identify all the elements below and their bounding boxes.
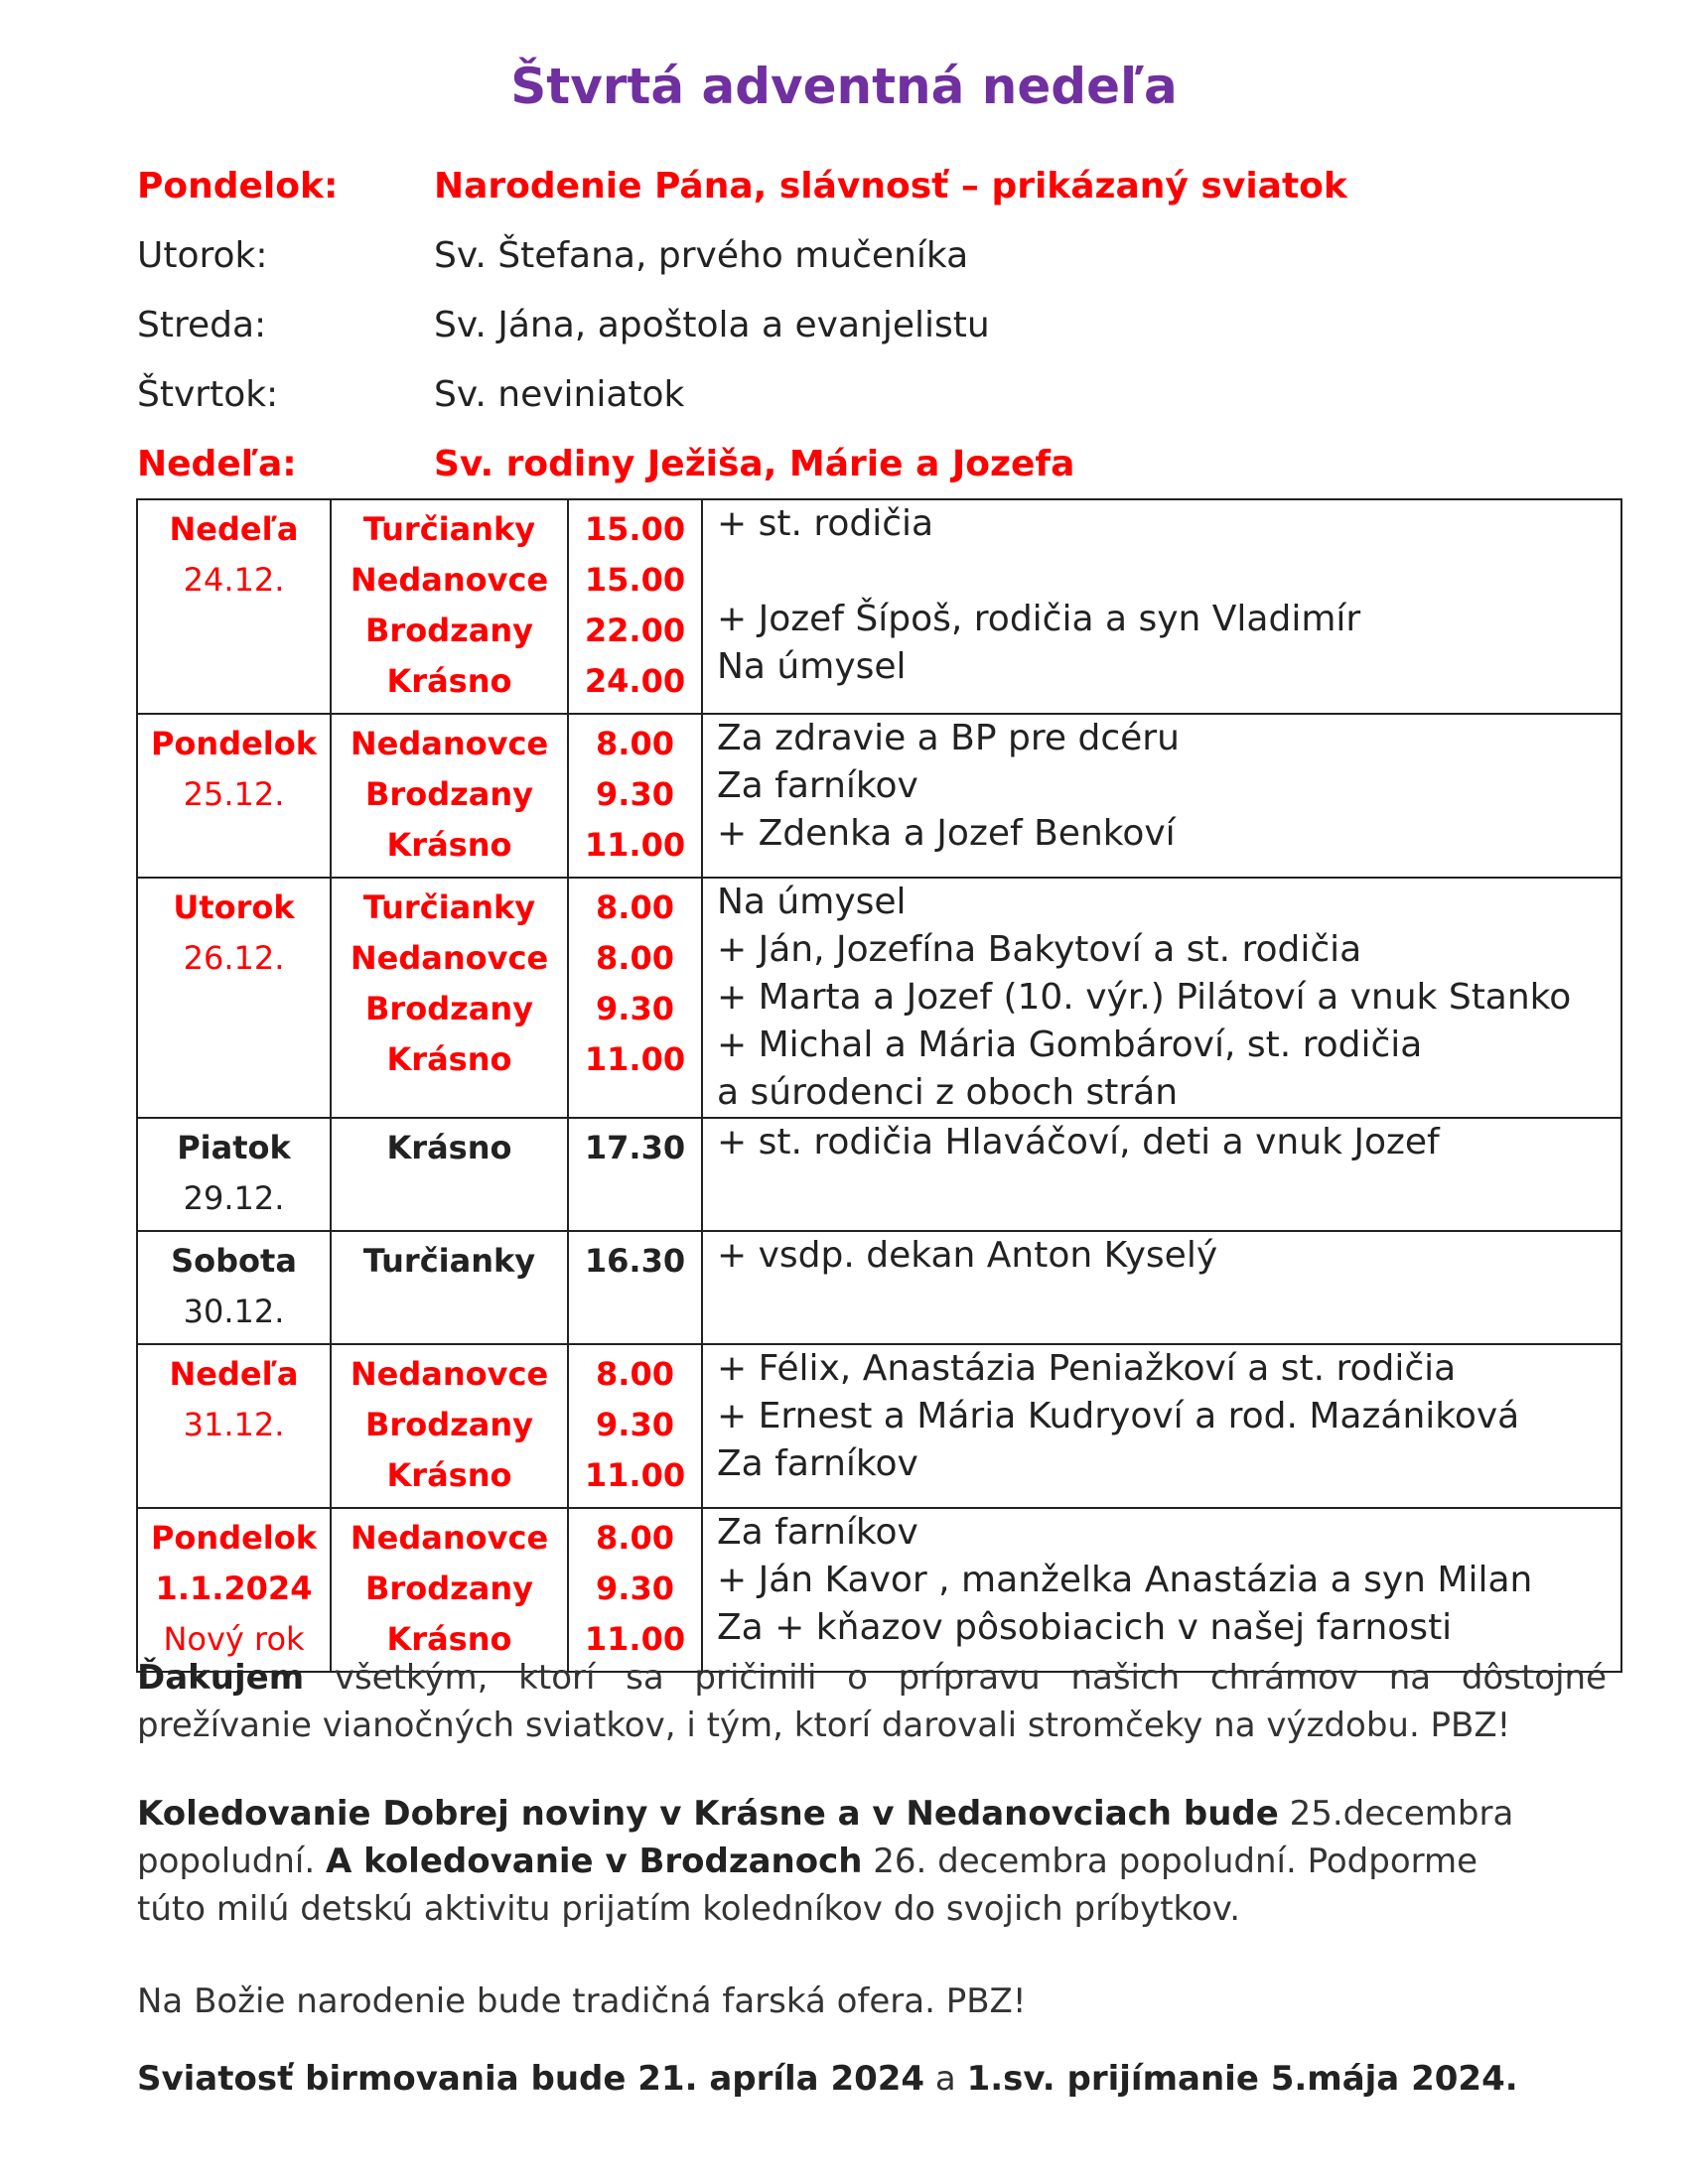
- schedule-day-cell: [137, 1231, 331, 1344]
- schedule-intention-cell: [702, 1231, 1621, 1344]
- schedule-day-cell: [137, 1118, 331, 1231]
- schedule-day-cell: [137, 1344, 331, 1508]
- schedule-intention: Za farníkov: [717, 1512, 918, 1553]
- schedule-intention-cell: [702, 1344, 1621, 1508]
- carol-text3: 26. decembra popoludní. Podporme: [873, 1842, 1478, 1881]
- thanks-paragraph-line2: [137, 1702, 1607, 1749]
- schedule-place: Nedanovce: [350, 725, 549, 762]
- confirmation-bold1: Sviatosť birmovania bude 21. apríla 2024: [137, 2059, 925, 2099]
- schedule-intention: Na úmysel: [717, 646, 907, 687]
- schedule-intention-cell: [702, 878, 1621, 1118]
- offering-paragraph: [137, 1978, 1607, 2025]
- weekday-name: Streda:: [137, 304, 267, 345]
- schedule-intention: + Ernest a Mária Kudryoví a rod. Mazániková: [717, 1396, 1520, 1436]
- schedule-time-cell: [568, 878, 702, 1118]
- schedule-time-cell: [568, 714, 702, 878]
- schedule-intention: Za + kňazov pôsobiacich v našej farnosti: [717, 1607, 1453, 1648]
- schedule-intention: + Michal a Mária Gombároví, st. rodičia: [717, 1024, 1423, 1065]
- schedule-place: Turčianky: [362, 510, 536, 548]
- schedule-place: Brodzany: [365, 612, 533, 649]
- weekday-feast: Sv. Štefana, prvého mučeníka: [434, 234, 969, 276]
- schedule-place: Nedanovce: [350, 1519, 549, 1557]
- schedule-time: 11.00: [584, 1620, 686, 1658]
- weekday-row: [137, 359, 1607, 429]
- carol-paragraph: [137, 1790, 1607, 1933]
- schedule-time-cell: [568, 499, 702, 714]
- schedule-time: 22.00: [584, 612, 686, 649]
- confirmation-bold2: 1.sv. prijímanie 5.mája 2024.: [966, 2059, 1518, 2099]
- schedule-time: 8.00: [596, 1355, 674, 1393]
- schedule-day-cell: [137, 1508, 331, 1672]
- mass-schedule-table: [136, 498, 1622, 1673]
- schedule-place-cell: [331, 878, 568, 1118]
- carol-text4: túto milú detskú aktivitu prijatím koledníkov do svojich príbytkov.: [137, 1889, 1241, 1929]
- weekday-feasts: [137, 151, 1607, 498]
- weekday-feast: Sv. rodiny Ježiša, Márie a Jozefa: [434, 443, 1075, 484]
- schedule-date: 31.12.: [183, 1406, 285, 1443]
- weekday-feast: Sv. Jána, apoštola a evanjelistu: [434, 304, 990, 345]
- schedule-place-cell: [331, 1231, 568, 1344]
- schedule-time: 9.30: [596, 775, 674, 813]
- schedule-place-cell: [331, 499, 568, 714]
- weekday-name: Štvrtok:: [137, 373, 279, 415]
- thanks-line1: všetkým, ktorí sa pričinili o prípravu našich chrámov na dôstojné: [334, 1658, 1607, 1698]
- schedule-intention: + Zdenka a Jozef Benkoví: [717, 813, 1176, 854]
- schedule-place: Krásno: [386, 662, 512, 700]
- thanks-bold: Ďakujem: [137, 1658, 305, 1698]
- schedule-row: [137, 1118, 1621, 1231]
- weekday-name: Nedeľa:: [137, 443, 297, 484]
- weekday-feast: Narodenie Pána, slávnosť – prikázaný sviatok: [434, 165, 1347, 206]
- schedule-place-cell: [331, 714, 568, 878]
- schedule-day-cell: [137, 878, 331, 1118]
- schedule-time: 15.00: [584, 510, 686, 548]
- schedule-time: 8.00: [596, 888, 674, 926]
- weekday-row: [137, 220, 1607, 290]
- schedule-intention: Na úmysel: [717, 882, 907, 922]
- schedule-place: Brodzany: [365, 1570, 533, 1607]
- schedule-intention: + Ján Kavor , manželka Anastázia a syn Milan: [717, 1560, 1533, 1600]
- thanks-paragraph: [137, 1654, 1607, 1702]
- weekday-row: [137, 290, 1607, 359]
- page-title: Štvrtá adventná nedeľa: [510, 58, 1178, 115]
- schedule-intention: + vsdp. dekan Anton Kyselý: [717, 1235, 1218, 1276]
- schedule-place: Nedanovce: [350, 1355, 549, 1393]
- schedule-row: [137, 1344, 1621, 1508]
- weekday-name: Utorok:: [137, 234, 268, 276]
- schedule-time: 9.30: [596, 1570, 674, 1607]
- schedule-day-name: Pondelok: [150, 725, 318, 762]
- schedule-place: Turčianky: [362, 1242, 536, 1280]
- schedule-intention: Za farníkov: [717, 1443, 918, 1484]
- carol-bold2: A koledovanie v Brodzanoch: [325, 1842, 863, 1881]
- schedule-time-cell: [568, 1231, 702, 1344]
- weekday-name: Pondelok:: [137, 165, 339, 206]
- schedule-day-name: Piatok: [177, 1129, 291, 1166]
- weekday-feast: Sv. neviniatok: [434, 373, 685, 415]
- schedule-intention: + Jozef Šípoš, rodičia a syn Vladimír: [717, 599, 1361, 639]
- carol-bold1: Koledovanie Dobrej noviny v Krásne a v Nedanovciach bude: [137, 1794, 1279, 1834]
- schedule-time: 17.30: [584, 1129, 686, 1166]
- schedule-day-cell: [137, 714, 331, 878]
- confirmation-paragraph: [137, 2055, 1607, 2103]
- schedule-date: 25.12.: [183, 775, 285, 813]
- schedule-intention: Za zdravie a BP pre dcéru: [717, 718, 1180, 758]
- schedule-row: [137, 714, 1621, 878]
- schedule-intention: a súrodenci z oboch strán: [717, 1072, 1179, 1113]
- schedule-place: Krásno: [386, 1040, 512, 1078]
- schedule-intention: + Félix, Anastázia Peniažkoví a st. rodičia: [717, 1348, 1457, 1389]
- schedule-day-name: Nedeľa: [169, 510, 299, 548]
- schedule-time: 8.00: [596, 1519, 674, 1557]
- schedule-intention-cell: [702, 1118, 1621, 1231]
- schedule-row: [137, 499, 1621, 714]
- schedule-intention-cell: [702, 499, 1621, 714]
- schedule-place: Brodzany: [365, 775, 533, 813]
- schedule-time: 8.00: [596, 725, 674, 762]
- schedule-row: [137, 1508, 1621, 1672]
- carol-text1: 25.decembra: [1289, 1794, 1514, 1834]
- thanks-line2: prežívanie vianočných sviatkov, i tým, ktorí darovali stromčeky na výzdobu. PBZ!: [137, 1706, 1511, 1745]
- schedule-time: 9.30: [596, 990, 674, 1027]
- schedule-place: Krásno: [386, 1620, 512, 1658]
- schedule-row: [137, 1231, 1621, 1344]
- schedule-intention: + Marta a Jozef (10. výr.) Pilátoví a vnuk Stanko: [717, 977, 1572, 1018]
- schedule-row: [137, 878, 1621, 1118]
- schedule-place: Brodzany: [365, 990, 533, 1027]
- weekday-row: [137, 151, 1607, 220]
- schedule-day-name: Sobota: [171, 1242, 297, 1280]
- schedule-time: 8.00: [596, 939, 674, 977]
- schedule-time-cell: [568, 1508, 702, 1672]
- schedule-date: 24.12.: [183, 561, 285, 599]
- schedule-date: 30.12.: [183, 1293, 285, 1330]
- schedule-place-cell: [331, 1344, 568, 1508]
- schedule-intention-cell: [702, 714, 1621, 878]
- schedule-time: 16.30: [584, 1242, 686, 1280]
- schedule-time: 24.00: [584, 662, 686, 700]
- schedule-place: Nedanovce: [350, 561, 549, 599]
- mass-schedule-body: [137, 499, 1621, 1672]
- schedule-intention: [703, 548, 1620, 596]
- schedule-place: Brodzany: [365, 1406, 533, 1443]
- schedule-intention-cell: [702, 1508, 1621, 1672]
- schedule-intention: + st. rodičia: [717, 503, 934, 544]
- schedule-place: Krásno: [386, 826, 512, 864]
- schedule-time-cell: [568, 1344, 702, 1508]
- schedule-day-cell: [137, 499, 331, 714]
- schedule-place: Turčianky: [362, 888, 536, 926]
- schedule-time: 11.00: [584, 1040, 686, 1078]
- offering-text: Na Božie narodenie bude tradičná farská ofera. PBZ!: [137, 1981, 1027, 2021]
- schedule-day-name: Nedeľa: [169, 1355, 299, 1393]
- schedule-day-name: Utorok: [173, 888, 295, 926]
- carol-text2: popoludní.: [137, 1842, 316, 1881]
- schedule-day-extra: Nový rok: [163, 1620, 305, 1658]
- schedule-date: 29.12.: [183, 1179, 285, 1217]
- confirmation-mid: a: [934, 2059, 956, 2099]
- schedule-intention: + Ján, Jozefína Bakytoví a st. rodičia: [717, 929, 1362, 970]
- schedule-intention: Za farníkov: [717, 765, 918, 806]
- schedule-time-cell: [568, 1118, 702, 1231]
- weekday-row: [137, 429, 1607, 498]
- schedule-time: 9.30: [596, 1406, 674, 1443]
- schedule-day-name: Pondelok: [150, 1519, 318, 1557]
- schedule-place-cell: [331, 1508, 568, 1672]
- schedule-date: 26.12.: [183, 939, 285, 977]
- schedule-place-cell: [331, 1118, 568, 1231]
- schedule-time: 11.00: [584, 826, 686, 864]
- schedule-date: 1.1.2024: [155, 1570, 313, 1607]
- schedule-intention: + st. rodičia Hlaváčoví, deti a vnuk Jozef: [717, 1122, 1440, 1162]
- schedule-place: Krásno: [386, 1456, 512, 1494]
- schedule-place: Nedanovce: [350, 939, 549, 977]
- schedule-place: Krásno: [386, 1129, 512, 1166]
- schedule-time: 15.00: [584, 561, 686, 599]
- schedule-time: 11.00: [584, 1456, 686, 1494]
